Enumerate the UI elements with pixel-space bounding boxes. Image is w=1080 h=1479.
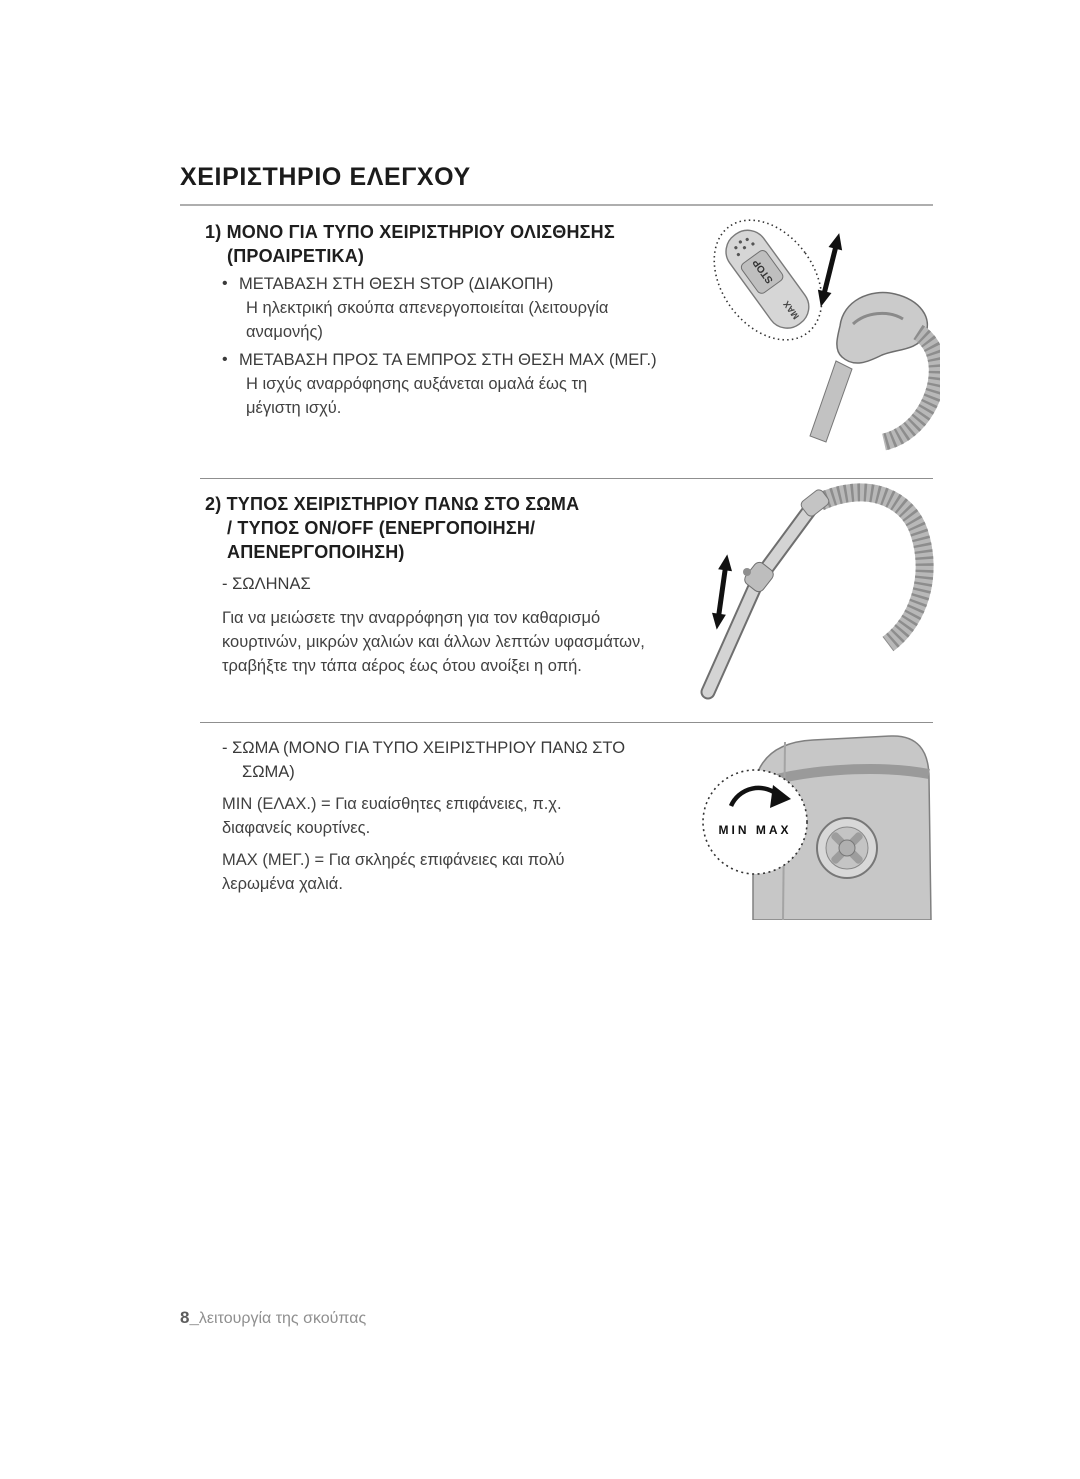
footer-page-number: 8_: [180, 1308, 199, 1327]
bullet-title: ΜΕΤΑΒΑΣΗ ΠΡΟΣ ΤΑ ΕΜΠΡΟΣ ΣΤΗ ΘΕΣΗ MAX (ΜΕΓ.): [239, 351, 657, 369]
section-divider: [200, 478, 933, 479]
handle-graphic: [837, 293, 927, 364]
page-footer: [180, 1308, 366, 1328]
section-2-heading-line3: ΑΠΕΝΕΡΓΟΠΟΙΗΣΗ): [227, 542, 405, 562]
min-setting-text: MIN (ΕΛΑΧ.) = Για ευαίσθητες επιφάνειες, π.χ. διαφανείς κουρτίνες.: [222, 795, 562, 837]
hose-paragraph: Για να μειώσετε την αναρρόφηση για τον καθαρισμό κουρτινών, μικρών χαλιών και άλλων λεπτών υφασμάτων, τραβήξτε την τάπα αέρος έως ότου ανοίξει η οπή.: [222, 609, 645, 675]
slide-control-handle-illustration: [690, 206, 940, 456]
latch-button: [743, 568, 751, 576]
section-2-heading: [205, 492, 705, 564]
max-label: MAX: [781, 299, 802, 322]
body-item-label: - ΣΩΜΑ (ΜΟΝΟ ΓΙΑ ΤΥΠΟ ΧΕΙΡΙΣΤΗΡΙΟΥ ΠΑΝΩ ΣΤΟ ΣΩΜΑ): [222, 739, 626, 781]
wand-hose-illustration: [690, 480, 940, 715]
bullet-title: ΜΕΤΑΒΑΣΗ ΣΤΗ ΘΕΣΗ STOP (ΔΙΑΚΟΠΗ): [239, 275, 554, 293]
section-1-heading-line2: (ΠΡΟΑΙΡΕΤΙΚΑ): [227, 246, 365, 266]
wand-graphic: [810, 361, 852, 442]
section-2-heading-line2: / ΤΥΠΟΣ ON/OFF (ΕΝΕΡΓΟΠΟΙΗΣΗ/: [227, 518, 536, 538]
stop-label: STOP: [750, 256, 776, 286]
min-max-magnifier: [703, 770, 807, 874]
hose-graphic: [820, 492, 925, 644]
section-2-heading-line1: 2) ΤΥΠΟΣ ΧΕΙΡΙΣΤΗΡΙΟΥ ΠΑΝΩ ΣΤΟ ΣΩΜΑ: [205, 494, 580, 514]
section-1-heading-line1: 1) ΜΟΝΟ ΓΙΑ ΤΥΠΟ ΧΕΙΡΙΣΤΗΡΙΟΥ ΟΛΙΣΘΗΣΗΣ: [205, 222, 615, 242]
page-title: ΧΕΙΡΙΣΤΗΡΙΟ ΕΛΕΓΧΟΥ: [180, 163, 471, 191]
vacuum-body-illustration: [695, 730, 935, 920]
bullet-list: [222, 272, 659, 424]
bullet-item: [222, 348, 659, 420]
section-divider: [200, 722, 933, 723]
min-max-label: MIN MAX: [718, 823, 792, 837]
slide-control-magnifier: [692, 206, 844, 360]
section-1-heading: [205, 220, 705, 268]
dotted-magnifier: [703, 770, 807, 874]
bullet-body: Η ισχύς αναρρόφησης αυξάνεται ομαλά έως τη μέγιστη ισχύ.: [246, 375, 588, 417]
bullet-marker: •: [222, 275, 228, 292]
bullet-marker: •: [222, 351, 228, 368]
power-dial: [817, 818, 877, 878]
bullet-body: Η ηλεκτρική σκούπα απενεργοποιείται (λειτουργία αναμονής): [246, 299, 609, 341]
bullet-item: [222, 272, 659, 344]
wand-double-arrow-icon: [710, 553, 734, 630]
footer-text: λειτουργία της σκούπας: [198, 1310, 367, 1327]
wand-graphic: [708, 488, 831, 692]
hose-item-label: - ΣΩΛΗΝΑΣ: [222, 575, 311, 593]
max-setting-text: MAX (ΜΕΓ.) = Για σκληρές επιφάνειες και πολύ λερωμένα χαλιά.: [222, 851, 565, 893]
